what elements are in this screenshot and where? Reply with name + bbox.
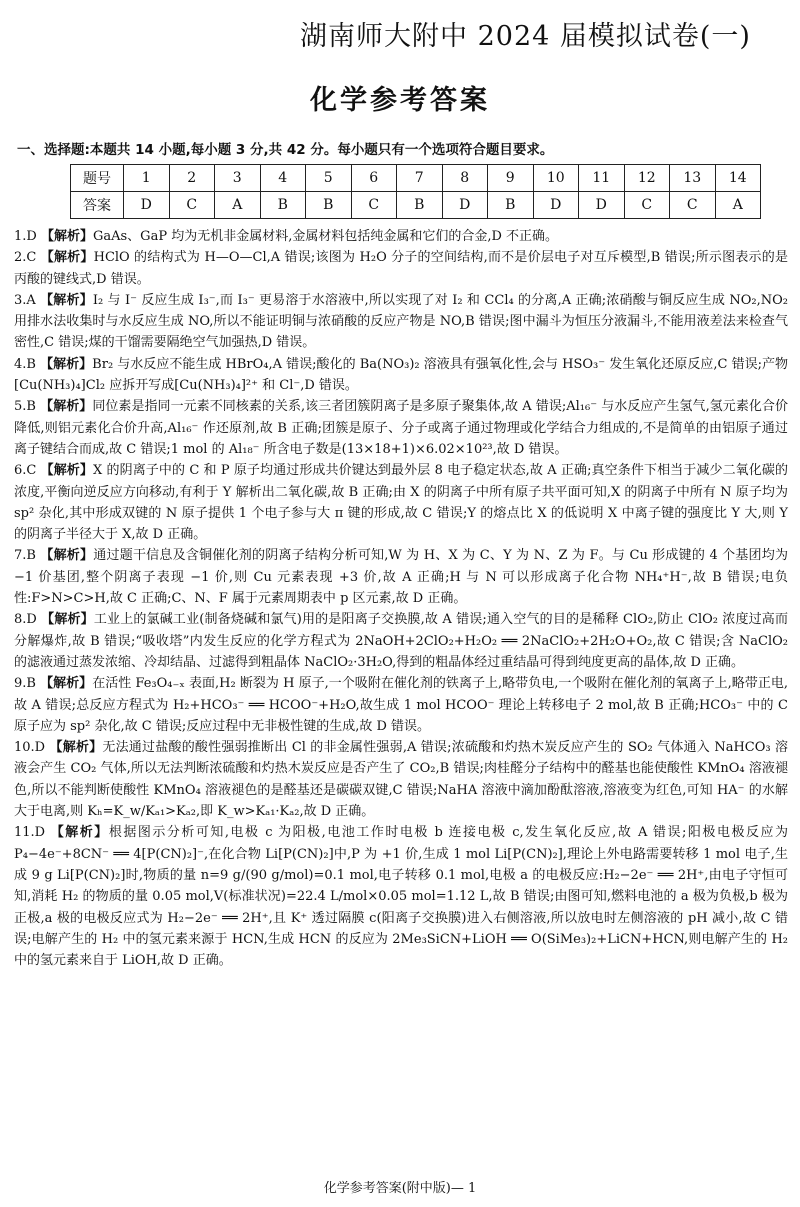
item-number: 10.D <box>14 740 46 756</box>
item-number: 1.D <box>14 229 37 244</box>
table-cell-answer: C <box>351 192 397 219</box>
table-cell-answer: D <box>579 192 625 219</box>
item-number: 2.C <box>14 250 37 266</box>
table-cell-answer: C <box>670 192 716 219</box>
item-tag: 【解析】 <box>41 612 94 628</box>
table-cell-number: 10 <box>533 165 579 192</box>
item-tag: 【解析】 <box>49 740 103 756</box>
item-tag: 【解析】 <box>50 825 109 841</box>
table-cell-number: 1 <box>124 165 170 192</box>
item-text: I₂ 与 I⁻ 反应生成 I₃⁻,而 I₃⁻ 更易溶于水溶液中,所以实现了对 I₂ 和 CCl₄ 的分离,A 正确;浓硝酸与铜反应生成 NO₂,NO₂ 用排水法收集时与水反应生成 NO,所以不能证明铜与浓硝酸的反应产物是 NO,B 错误;图中漏斗为恒压分液漏斗,不能用液差法来检查气密性,C 错误;煤的干馏需要隔绝空气加强热,D 错误。 <box>14 292 788 351</box>
table-cell-number: 13 <box>670 165 716 192</box>
item-number: 6.C <box>14 463 37 479</box>
item-text: GaAs、GaP 均为无机非金属材料,金属材料包括纯金属和它们的合金,D 不正确。 <box>92 229 559 244</box>
table-cell-answer: B <box>260 192 306 219</box>
item-number: 11.D <box>14 825 46 841</box>
answer-table <box>70 164 761 219</box>
explanation-item <box>14 545 788 609</box>
item-number: 5.B <box>14 399 36 415</box>
item-tag: 【解析】 <box>40 676 93 692</box>
item-number: 4.B <box>14 356 36 372</box>
page-footer: 化学参考答案(附中版)— 1 <box>323 1181 477 1196</box>
item-tag: 【解析】 <box>40 250 94 266</box>
table-cell-number: 6 <box>351 165 397 192</box>
table-cell-number: 4 <box>260 165 306 192</box>
item-number: 8.D <box>14 612 37 628</box>
explanation-item <box>14 609 788 673</box>
table-cell-number: 7 <box>397 165 443 192</box>
item-text: 工业上的氯碱工业(制备烧碱和氯气)用的是阳离子交换膜,故 A 错误;通入空气的目的是稀释 ClO₂,防止 ClO₂ 浓度过高而分解爆炸,故 B 错误;“吸收塔”内发生反应的化学方程式为 2NaOH+2ClO₂+H₂O₂ ══ 2NaClO₂+2H₂O+O₂,故 C 错误;含 NaClO₂ 的滤液通过蒸发浓缩、冷却结晶、过滤得到粗晶体 NaClO₂·3H₂O,得到的粗晶体经过重结晶可得到纯度更高的晶体,故 D 正确。 <box>14 612 788 670</box>
item-text: 根据图示分析可知,电极 c 为阳极,电池工作时电极 b 连接电极 c,发生氧化反应,故 A 错误;阳极电极反应为 P₄−4e⁻+8CN⁻ ══ 4[P(CN)₂]⁻,在化合物 Li[P(CN)₂]中,P 为 +1 价,生成 1 mol Li[P(CN)₂],理论上外电路需要转移 1 mol 电子,生成 9 g Li[P(CN)₂]时,物质的量 n=9 g/(90 g/mol)=0.1 mol,电子转移 0.1 mol,电极 a 的电极反应:H₂−2e⁻ ══ 2H⁺,由电子守恒可知,消耗 H₂ 的物质的量 0.05 mol,V(标准状况)=22.4 L/mol×0.05 mol=1.12 L,故 B 错误;由图可知,燃料电池的 a 极为负极,b 极为正极,a 极的电极反应式为 H₂−2e⁻ ══ 2H⁺,且 K⁺ 透过隔膜 c(阳离子交换膜)进入右侧溶液,所以放电时左侧溶液的 pH 减小,故 C 错误;电解产生的 H₂ 中的氢元素来源于 HCN,生成 HCN 的反应为 2Me₃SiCN+LiOH ══ O(SiMe₃)₂+LiCN+HCN,则电解产生的 H₂ 中的氢元素来自于 LiOH,故 D 正确。 <box>14 825 788 969</box>
item-text: 通过题干信息及含铜催化剂的阴离子结构分析可知,W 为 H、X 为 C、Y 为 N、Z 为 F。与 Cu 形成键的 4 个基团均为 −1 价基团,整个阴离子表现 −1 价,则 Cu 元素表现 +3 价,故 A 正确;H 与 N 可以形成离子化合物 NH₄⁺H⁻,故 B 错误;电负性:F>N>C>H,故 C 正确;C、N、F 属于元素周期表中 p 区元素,故 D 正确。 <box>14 548 788 607</box>
table-cell-answer: A <box>215 192 261 219</box>
item-text: X 的阴离子中的 C 和 P 原子均通过形成共价键达到最外层 8 电子稳定状态,故 A 正确;真空条件下相当于减少二氧化碳的浓度,平衡向逆反应方向移动,有利于 Y 解析出二氧化碳,故 B 正确;由 X 的阴离子中所有原子共平面可知,X 的阴离子中所有 N 原子均为 sp² 杂化,其中形成双键的 N 原子提供 1 个电子参与大 π 键的形成,故 C 错误;Y 的熔点比 X 的低说明 X 中离子键的强度比 Y 大,则 Y 的阴离子半径大于 X,故 D 正确。 <box>14 463 788 543</box>
table-cell-answer: B <box>306 192 352 219</box>
section-heading: 一、选择题:本题共 14 小题,每小题 3 分,共 42 分。每小题只有一个选项符合题目要求。 <box>17 142 554 158</box>
item-tag: 【解析】 <box>40 292 93 308</box>
explanation-item <box>14 396 788 460</box>
explanation-item <box>14 247 788 290</box>
item-tag: 【解析】 <box>40 548 94 564</box>
item-tag: 【解析】 <box>40 399 93 415</box>
table-header-number: 题号 <box>71 165 124 192</box>
table-cell-number: 3 <box>215 165 261 192</box>
table-cell-answer: B <box>397 192 443 219</box>
item-text: 同位素是指同一元素不同核素的关系,该三者团簇阴离子是多原子聚集体,故 A 错误;Al₁₆⁻ 与水反应产生氢气,氢元素化合价降低,则铝元素化合价升高,Al₁₆⁻ 作还原剂,故 B 正确;团簇是原子、分子或离子通过物理或化学结合力组成的,不是简单的由铝原子通过离子键结合而成,故 C 错误;1 mol 的 Al₁₈⁻ 所含电子数是(13×18+1)×6.02×10²³,故 D 错误。 <box>14 399 788 457</box>
explanation-item <box>14 226 788 247</box>
item-tag: 【解析】 <box>40 356 93 372</box>
item-text: HClO 的结构式为 H—O—Cl,A 错误;该图为 H₂O 分子的空间结构,而不是价层电子对互斥模型,B 错误;所示图表示的是丙酸的键线式,D 错误。 <box>14 250 788 287</box>
table-cell-answer: C <box>624 192 670 219</box>
table-cell-answer: A <box>715 192 761 219</box>
item-number: 3.A <box>14 292 36 308</box>
table-cell-number: 5 <box>306 165 352 192</box>
item-text: 无法通过盐酸的酸性强弱推断出 Cl 的非金属性强弱,A 错误;浓硫酸和灼热木炭反应产生的 SO₂ 气体通入 NaHCO₃ 溶液会产生 CO₂ 气体,所以无法判断浓硫酸和灼热木炭反应是否产生了 CO₂,B 错误;肉桂醛分子结构中的醛基也能使酸性 KMnO₄ 溶液褪色,所以不能判断使酸性 KMnO₄ 溶液褪色的是醛基还是碳碳双键,C 错误;NaHA 溶液中滴加酚酞溶液,溶液变为红色,可知 HA⁻ 的水解大于电离,则 Kₕ=K_w/Kₐ₁>Kₐ₂,即 K_w>Kₐ₁·Kₐ₂,故 D 正确。 <box>14 740 788 820</box>
table-cell-number: 11 <box>579 165 625 192</box>
item-tag: 【解析】 <box>40 463 93 479</box>
table-cell-number: 8 <box>442 165 488 192</box>
explanation-item <box>14 354 788 397</box>
item-text: 在活性 Fe₃O₄₋ₓ 表面,H₂ 断裂为 H 原子,一个吸附在催化剂的铁离子上,略带负电,一个吸附在催化剂的氧离子上,略带正电,故 A 错误;总反应方程式为 H₂+HCO₃⁻ ══ HCOO⁻+H₂O,故生成 1 mol HCOO⁻ 理论上转移电子 2 mol,故 B 正确;HCO₃⁻ 中的 C 原子应为 sp² 杂化,故 C 错误;反应过程中无非极性键的生成,故 D 错误。 <box>14 676 788 734</box>
item-text: Br₂ 与水反应不能生成 HBrO₄,A 错误;酸化的 Ba(NO₃)₂ 溶液具有强氧化性,会与 HSO₃⁻ 发生氧化还原反应,C 错误;产物[Cu(NH₃)₄]Cl₂ 应拆开写成[Cu(NH₃)₄]²⁺ 和 Cl⁻,D 错误。 <box>14 356 788 394</box>
explanation-item <box>14 822 788 971</box>
answer-table-answer-row <box>71 192 761 219</box>
table-cell-number: 14 <box>715 165 761 192</box>
explanation-item <box>14 460 788 545</box>
table-header-answer: 答案 <box>71 192 124 219</box>
explanation-item <box>14 673 788 737</box>
page-title: 湖南师大附中 2024 届模拟试卷(一) <box>300 21 751 52</box>
table-cell-answer: D <box>442 192 488 219</box>
item-number: 7.B <box>14 548 36 564</box>
item-number: 9.B <box>14 676 36 692</box>
explanation-item <box>14 290 788 354</box>
table-cell-answer: B <box>488 192 534 219</box>
table-cell-answer: C <box>169 192 215 219</box>
explanation-item <box>14 737 788 822</box>
table-cell-number: 9 <box>488 165 534 192</box>
explanation-list <box>14 226 788 971</box>
table-cell-answer: D <box>124 192 170 219</box>
table-cell-number: 2 <box>169 165 215 192</box>
table-cell-number: 12 <box>624 165 670 192</box>
answer-table-number-row <box>71 165 761 192</box>
item-tag: 【解析】 <box>40 229 93 244</box>
table-cell-answer: D <box>533 192 579 219</box>
page-subtitle: 化学参考答案 <box>310 85 490 116</box>
